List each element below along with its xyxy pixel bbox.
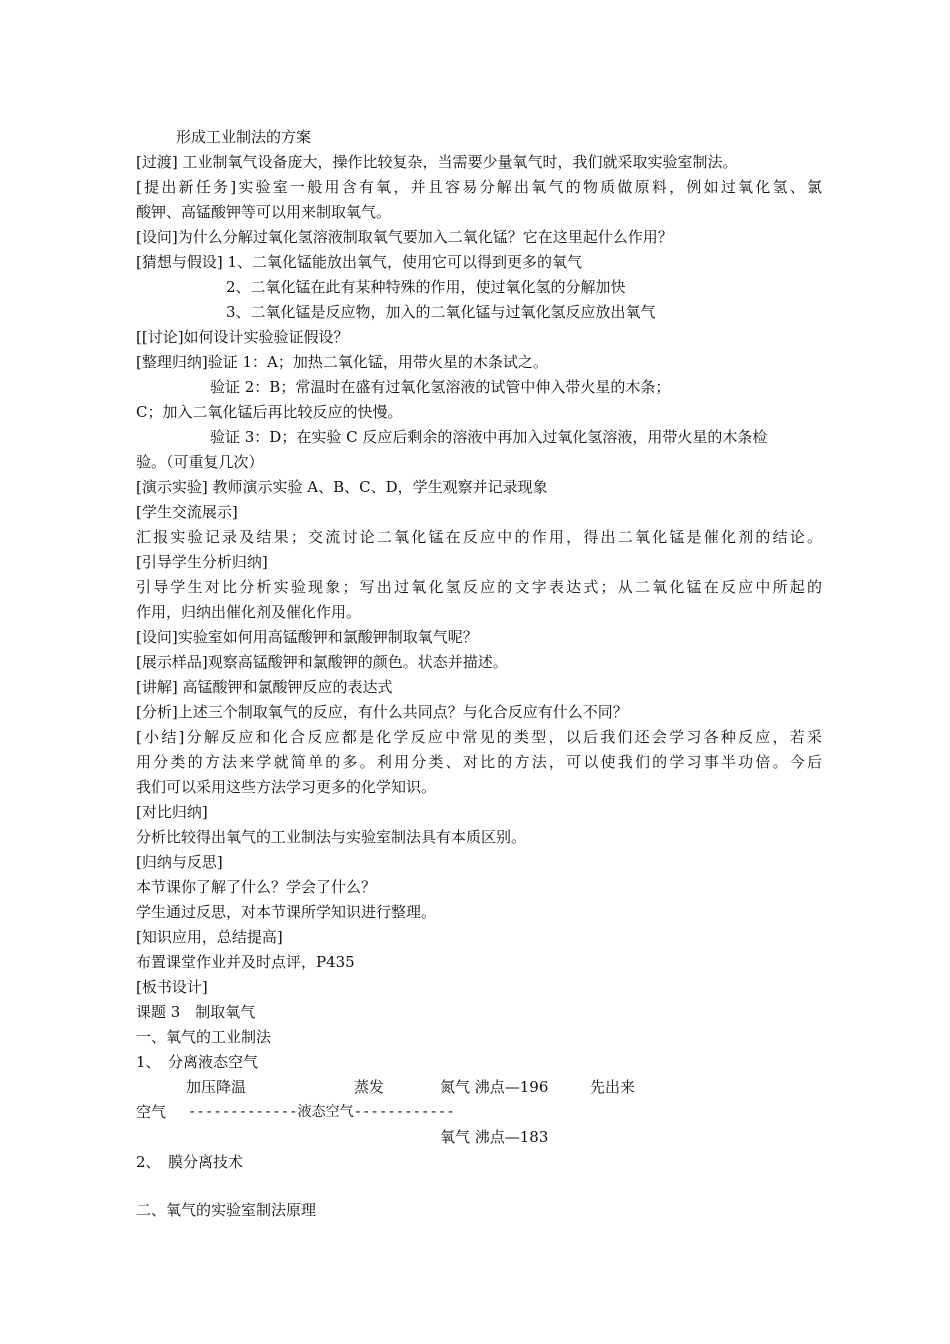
text-line: C；加入二氧化锰后再比较反应的快慢。 [136,403,403,421]
text-line: [引导学生分析归纳] [136,553,268,571]
text-line: [过渡] 工业制氧气设备庞大，操作比较复杂，当需要少量氧气时，我们就采取实验室制法。 [136,153,738,171]
text-line: 一、氧气的工业制法 [136,1028,272,1046]
text-line: [板书设计] [136,978,208,996]
text-line: 验。（可重复几次） [136,453,264,471]
text-line: 3、二氧化锰是反应物，加入的二氧化锰与过氧化氢反应放出氧气 [226,303,656,321]
text-line: [学生交流展示] [136,503,238,521]
text-line: 布置课堂作业并及时点评，P435 [136,953,355,971]
text-line: [小结]分解反应和化合反应都是化学反应中常见的类型，以后我们还会学习各种反应，若采 [136,728,822,746]
text-line: 分析比较得出氧气的工业制法与实验室制法具有本质区别。 [136,828,527,846]
text-line: 1、 分离液态空气 [136,1053,259,1071]
text-line: 本节课你了解了什么？学会了什么？ [136,878,377,896]
diagram-oxygen: 氧气 沸点—183 [440,1128,549,1146]
text-line: 课题 3 制取氧气 [136,1003,256,1021]
diagram-air: 空气 [136,1103,167,1121]
text-line: 2、二氧化锰在此有某种特殊的作用，使过氧化氢的分解加快 [226,278,626,296]
text-line: [设问]为什么分解过氧化氢溶液制取氧气要加入二氧化锰？它在这里起什么作用？ [136,228,673,246]
text-line: [设问]实验室如何用高锰酸钾和氯酸钾制取氧气呢？ [136,628,478,646]
text-line: [猜想与假设] 1、二氧化锰能放出氧气，使用它可以得到更多的氧气 [136,253,583,271]
text-line: [对比归纳] [136,803,208,821]
diagram-press-cool: 加压降温 [186,1078,247,1096]
text-line: [展示样品]观察高锰酸钾和氯酸钾的颜色。状态并描述。 [136,653,508,671]
text-line: 酸钾、高锰酸钾等可以用来制取氧气。 [136,203,392,221]
text-line: 作用，归纳出催化剂及催化作用。 [136,603,362,621]
text-line: 2、 膜分离技术 [136,1153,244,1171]
text-line: [归纳与反思] [136,853,223,871]
text-line: 引导学生对比分析实验现象；写出过氧化氢反应的文字表达式；从二氧化锰在反应中所起的 [136,578,822,596]
text-line: 汇报实验记录及结果；交流讨论二氧化锰在反应中的作用，得出二氧化锰是催化剂的结论。 [136,528,822,546]
text-line: [[讨论]如何设计实验验证假设？ [136,328,349,346]
text-line: [整理归纳]验证 1：A；加热二氧化锰，用带火星的木条试之。 [136,353,548,371]
text-line: [演示实验] 教师演示实验 A、B、C、D，学生观察并记录现象 [136,478,548,496]
text-line: 用分类的方法来学就简单的多。利用分类、对比的方法，可以使我们的学习事半功倍。今后 [136,753,822,771]
diagram-arrow-liquid-air: -------------液态空气------------ [188,1104,455,1120]
text-line: [知识应用，总结提高] [136,928,283,946]
text-line: 验证 3：D；在实验 C 反应后剩余的溶液中再加入过氧化氢溶液，用带火星的木条检 [210,428,768,446]
text-line: [分析]上述三个制取氧气的反应，有什么共同点？与化合反应有什么不同？ [136,703,628,721]
text-line: 我们可以采用这些方法学习更多的化学知识。 [136,778,437,796]
text-line: 二、氧气的实验室制法原理 [136,1201,317,1219]
text-line: 形成工业制法的方案 [176,128,312,146]
text-line: [讲解] 高锰酸钾和氯酸钾反应的表达式 [136,678,393,696]
diagram-nitrogen: 氮气 沸点—196 [440,1078,549,1096]
diagram-evaporate: 蒸发 [354,1078,385,1096]
text-line: [提出新任务]实验室一般用含有氧，并且容易分解出氧气的物质做原料，例如过氧化氢、氯 [136,178,822,196]
text-line: 学生通过反思，对本节课所学知识进行整理。 [136,903,437,921]
diagram-first-out: 先出来 [590,1078,636,1096]
text-line: 验证 2：B；常温时在盛有过氧化氢溶液的试管中伸入带火星的木条； [210,378,671,396]
